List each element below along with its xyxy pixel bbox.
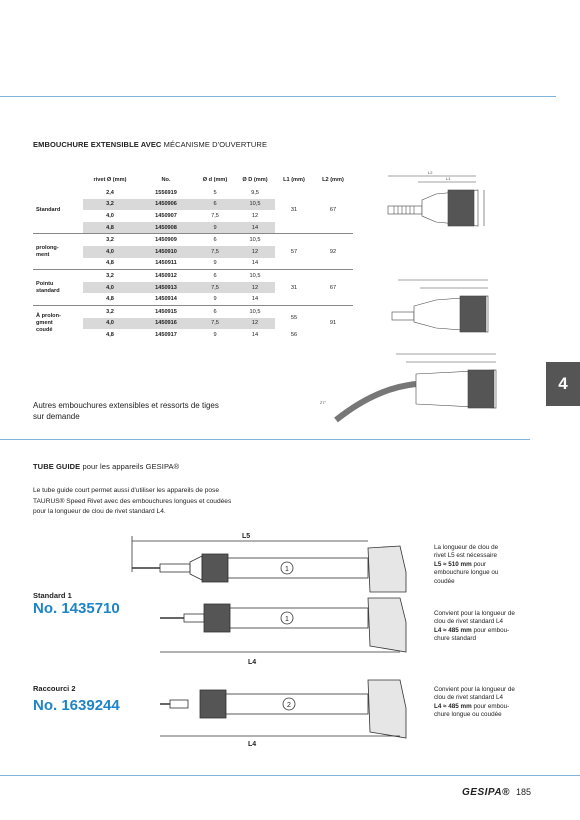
table-cell: 9 (213, 296, 217, 303)
side-note-l4-standard: Convient pour la longueur de clou de rivet standard L4 L4 ≈ 485 mm pour embou- chure standard (434, 610, 515, 643)
table-cell: 1450911 (155, 260, 177, 267)
table-cell: 14 (235, 222, 275, 234)
table-cell: 14 (251, 331, 259, 338)
footer-rule (0, 775, 580, 776)
table-cell: 2,4 (106, 189, 114, 196)
page-number: 185 (516, 787, 532, 797)
nozzle-drawing-long (358, 272, 508, 334)
table-cell-l2: 91 (313, 305, 353, 340)
note-other-nozzles: Autres embouchures extensibles et ressorts de tiges sur demande (33, 401, 219, 421)
table-cell: 5 (213, 189, 217, 196)
standard-label: Standard 1 (33, 591, 72, 600)
group-label: prolong- ment (33, 234, 83, 270)
table-cell: 1450912 (137, 270, 195, 282)
table-cell: 6 (195, 234, 235, 246)
dim-label-l2: L2 (428, 170, 433, 175)
table-cell: 1450913 (137, 282, 195, 294)
table-cell: 4,8 (106, 296, 114, 303)
tube-guide-intro: Le tube guide court permet aussi d'utiliser les appareils de pose TAURUS® Speed Rivet avec des embouchures longues et coudées pour la longueur de clou de rivet standard L4. (33, 487, 232, 515)
table-cell: 12 (235, 246, 275, 258)
section-title-tube-guide: TUBE GUIDE pour les appareils GESIPA® (33, 462, 180, 471)
short-part-number: No. 1639244 (33, 697, 120, 714)
table-cell: 3,2 (83, 199, 137, 211)
col-header: Ø D (mm) (242, 176, 268, 183)
table-cell: 9,5 (251, 189, 259, 196)
table-cell: 7,5 (211, 212, 219, 219)
dim-label-l1: L1 (446, 176, 451, 181)
table-cell: 4,0 (106, 212, 114, 219)
dim-l4: L4 (248, 659, 257, 666)
tool-number: 1 (285, 616, 289, 623)
table-cell: 10,5 (235, 234, 275, 246)
table-cell-l1: 31 (275, 187, 313, 234)
table-cell: 7,5 (195, 318, 235, 330)
table-cell: 9 (195, 222, 235, 234)
col-header: rivet Ø (mm) (93, 176, 127, 183)
table-cell: 10,5 (235, 199, 275, 211)
table-cell: 12 (235, 282, 275, 294)
table-cell: 14 (251, 260, 259, 267)
top-rule (0, 96, 556, 97)
middle-rule (0, 439, 530, 440)
table-cell: 1450915 (137, 305, 195, 317)
table-cell: 1450916 (137, 318, 195, 330)
table-row (33, 187, 353, 199)
table-cell: 10,5 (235, 305, 275, 317)
nozzle-drawing-angled (316, 348, 512, 430)
table-cell: 1450907 (155, 212, 177, 219)
table-cell-l2: 92 (313, 234, 353, 270)
tool-drawing-long (120, 532, 420, 746)
table-cell-l1: 55 (275, 305, 313, 329)
table-cell: 12 (235, 318, 275, 330)
table-row (33, 305, 353, 317)
table-cell: 7,5 (195, 246, 235, 258)
dim-l4: L4 (248, 741, 257, 746)
group-label: Pointu standard (33, 270, 83, 306)
table-cell: 6 (195, 305, 235, 317)
col-header: L1 (mm) (283, 176, 305, 183)
table-row (33, 234, 353, 246)
table-cell: 1556919 (155, 189, 177, 196)
standard-part-number: No. 1435710 (33, 600, 120, 617)
tool-number: 1 (285, 566, 289, 573)
table-cell: 14 (251, 296, 259, 303)
table-cell: 3,2 (83, 305, 137, 317)
table-cell: 9 (213, 260, 217, 267)
dim-l5: L5 (242, 533, 251, 540)
short-label: Raccourci 2 (33, 684, 76, 693)
group-label: Standard (33, 187, 83, 234)
table-cell-l2: 67 (313, 187, 353, 234)
table-cell: 4,8 (106, 260, 114, 267)
table-cell: 1450906 (137, 199, 195, 211)
table-cell: 7,5 (195, 282, 235, 294)
table-cell: 4,0 (83, 318, 137, 330)
group-label: À prolon- gment coudé (33, 305, 83, 340)
side-note-l4-long: Convient pour la longueur de clou de rivet standard L4 L4 ≈ 485 mm pour embou- chure longue ou coudée (434, 686, 515, 719)
table-cell: 1450914 (155, 296, 177, 303)
tool-number: 2 (287, 702, 291, 709)
table-cell-l1: 57 (275, 234, 313, 270)
col-header: L2 (mm) (322, 176, 344, 183)
table-cell: 1450910 (137, 246, 195, 258)
table-cell: 9 (213, 331, 217, 338)
dim-label-angle: 27° (320, 400, 327, 405)
col-header: No. (161, 176, 171, 183)
table-cell: 10,5 (235, 270, 275, 282)
section-title-embouchure: EMBOUCHURE EXTENSIBLE AVEC MÉCANISME D'OUVERTURE (33, 140, 268, 149)
table-cell-l1: 31 (275, 270, 313, 306)
side-note-l5: La longueur de clou de rivet L5 est nécessaire L5 ≈ 510 mm pour embouchure longue ou coudée (434, 544, 499, 585)
table-cell: 4,8 (83, 222, 137, 234)
col-header: Ø d (mm) (202, 176, 228, 183)
table-row (33, 270, 353, 282)
table-cell: 3,2 (83, 234, 137, 246)
table-cell: 6 (195, 270, 235, 282)
table-cell-l2: 67 (313, 270, 353, 306)
table-cell: 3,2 (83, 270, 137, 282)
table-cell: 6 (195, 199, 235, 211)
spec-table (33, 172, 353, 341)
table-cell: 4,0 (83, 246, 137, 258)
table-cell: 1450908 (137, 222, 195, 234)
gesipa-logo: GESIPA® (462, 787, 510, 798)
table-cell: 1450909 (137, 234, 195, 246)
table-cell: 1450917 (155, 331, 177, 338)
table-cell: 12 (251, 212, 259, 219)
table-cell: 4,8 (106, 331, 114, 338)
table-cell: 4,0 (83, 282, 137, 294)
nozzle-drawing-standard (358, 168, 508, 230)
chapter-tab: 4 (546, 362, 580, 406)
table-cell-l1: 56 (275, 329, 313, 341)
